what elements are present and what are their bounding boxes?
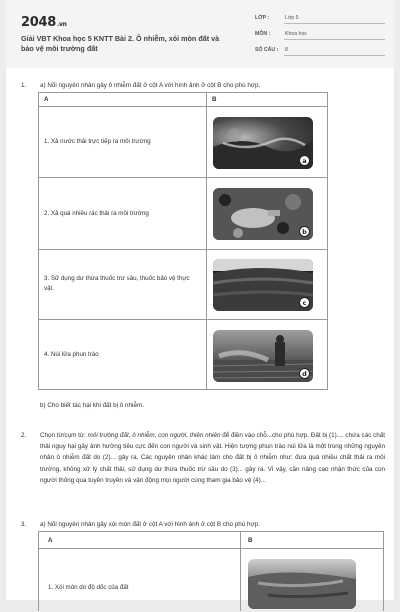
meta-underline [284, 39, 385, 40]
question-3-number: 3. [21, 521, 27, 528]
photo-tag: a [299, 155, 310, 166]
meta-class [255, 14, 385, 24]
question-2-text [40, 430, 385, 486]
garbage-photo-shapes [213, 188, 313, 240]
cause-text: 2. Xả quá nhiều rác thải ra môi trường [44, 210, 149, 217]
meta-underline [284, 23, 385, 24]
question-1-number: 1. [21, 82, 27, 89]
pesticide-photo-shapes [213, 259, 313, 311]
slope-erosion-photo-shapes [248, 559, 356, 609]
garbage-photo [213, 188, 313, 240]
cause-text: 1. Xả nước thải trực tiếp ra môi trường [44, 138, 151, 145]
question-1-table [38, 92, 328, 390]
meta-key: LỚP : [255, 15, 270, 21]
wastewater-photo [213, 117, 313, 169]
meta-question-count [255, 46, 385, 56]
meta-value: Khoa học [285, 31, 307, 37]
meta-value: 8 [285, 47, 288, 53]
question-1-prompt-a: a) Nối nguyên nhân gây ô nhiễm đất ở cột A với hình ảnh ở cột B cho phù hợp. [40, 82, 261, 89]
spraying-photo-shapes [213, 330, 313, 382]
spraying-photo [213, 330, 313, 382]
table-row [39, 250, 327, 320]
table-header-row [39, 93, 327, 107]
table-row [39, 549, 383, 612]
logo-suffix: .vn [56, 21, 67, 28]
question-2-number: 2. [21, 432, 27, 439]
question-2-lead: Chọn từ/cụm từ: [40, 432, 88, 439]
meta-key: MÔN : [255, 31, 271, 37]
question-2-body: để điền vào chỗ...cho phù hợp. Đất bị (1).... chứa các chất thải nguy hại gây ảnh hưởng tiêu cực đến con người và sinh vật. Hiện tượng phun trào núi lửa là một trong những nguyên nhân ô nhiễm đất do (2)... gây ra. Các nguyên nhân khác làm cho đất bị ô nhiễm như: đưa quá nhiều chất thải ra môi trường, không xử lý chất thải, sử dụng dư thừa thuốc trừ sâu do (3)... gây ra. Vì vậy, cần nâng cao nhận thức của con người thông qua tuyên truyền và vận động mọi người cùng tham gia bảo vệ (4)... [40, 432, 385, 484]
question-1-prompt-b: b) Cho biết tác hại khi đất bị ô nhiễm. [40, 402, 144, 409]
page-header [6, 0, 394, 68]
meta-underline [284, 55, 385, 56]
meta-value: Lớp 5 [285, 15, 299, 21]
column-b-header: B [212, 96, 217, 103]
photo-tag: d [299, 368, 310, 379]
wastewater-photo-shapes [213, 117, 313, 169]
photo-tag: b [299, 226, 310, 237]
table-row [39, 107, 327, 178]
photo-tag: c [299, 297, 310, 308]
meta-key: SỐ CÂU : [255, 47, 279, 53]
cause-text: 4. Núi lửa phun trào [44, 351, 99, 358]
logo-main: 2048 [21, 15, 56, 30]
table-header-row [39, 532, 383, 549]
cause-text: 3. Sử dụng dư thừa thuốc trừ sâu, thuốc bảo vệ thực vật. [44, 275, 190, 292]
table-row [39, 178, 327, 250]
document-title: Giải VBT Khoa học 5 KNTT Bài 2. Ô nhiễm, xói mòn đất và bảo vệ môi trường đất [21, 34, 220, 53]
cause-text: 1. Xói mòn do độ dốc của đất [48, 584, 129, 591]
meta-subject [255, 30, 385, 40]
table-row [39, 320, 327, 391]
column-b-header: B [248, 537, 253, 544]
question-2-words: môi trường đất, ô nhiễm, con người, thiên nhiên [87, 432, 221, 439]
site-logo[interactable] [21, 15, 67, 30]
worksheet-page [6, 0, 394, 600]
question-3-table [38, 531, 384, 611]
slope-erosion-photo [248, 559, 356, 609]
question-3-prompt-a: a) Nối nguyên nhân gây xói mòn đất ở cột A với hình ảnh ở cột B cho phù hợp. [40, 521, 260, 528]
column-a-header: A [44, 96, 49, 103]
column-a-header: A [48, 537, 53, 544]
pesticide-photo [213, 259, 313, 311]
